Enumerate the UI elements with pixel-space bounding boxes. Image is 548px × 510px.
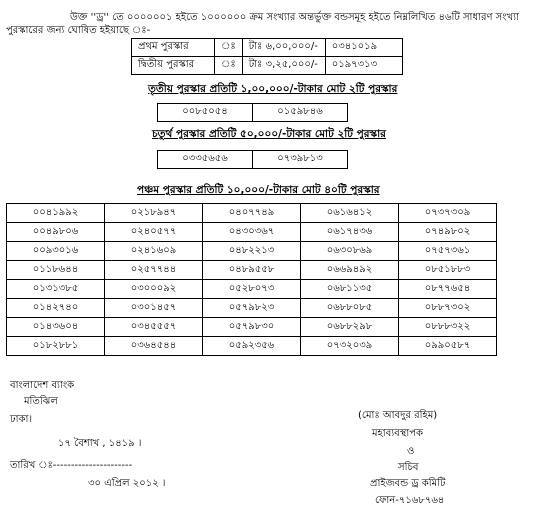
bank-name: বাংলাদেশ ব্যাংক [10,380,75,391]
table-row [7,318,497,337]
bond-number: ০২১৮৯৪৭ [105,204,203,223]
fourth-prize-heading: চতুর্থ পুরস্কার প্রতিটি ৫০,০০০/-টাকার মোট ২টি পুরস্কার [152,128,386,140]
prize-label: দ্বিতীয় পুরস্কার [132,57,215,75]
bond-number: ০১৪৩৬০৪ [7,318,105,337]
bond-number: ০২৫৭৭৪৪ [105,261,203,280]
table-row [158,104,348,122]
prize-number: ০৩৪১০১৯ [325,39,402,57]
bond-number: ০৮৭৭৬৫৪ [399,280,497,299]
top-prizes-table [131,38,403,75]
bond-number: ০০৯৩০১৬ [7,242,105,261]
table-row [7,223,497,242]
bond-number: ০৮৫১৮৮৩ [399,261,497,280]
signatory-name: (মোঃ আবদুর রহিম) [358,410,438,421]
table-row [7,204,497,223]
bond-number: ০৮৮৭৩০২ [399,299,497,318]
table-row [158,151,348,169]
fourth-prize-table [157,150,348,169]
fifth-prize-heading: পঞ্চম পুরস্কার প্রতিটি ১০,০০০/-টাকার মোট ৪০টি পুরস্কার [137,184,380,196]
bond-number: ০৫৭৯৮৩০ [203,318,301,337]
table-row [132,39,403,57]
bond-number: ০৪৩০৩৬৭ [203,223,301,242]
table-row [7,242,497,261]
signatory-phone: ফোন-৭১৬৮৭৬৪ [375,495,445,506]
bond-number: ০৬৩০৮৬৯ [301,242,399,261]
signatory-role: সচিব [398,462,419,473]
prize-label: প্রথম পুরস্কার [132,39,215,57]
bond-number: ০৭৩২০৩৯ [301,337,399,356]
bond-number: ০৬১৭৪৩৬ [301,223,399,242]
bond-number: ০৯৯০৫৮৭ [399,337,497,356]
bond-number: ০৪০৭৭৪৯ [203,204,301,223]
bond-number: ০৪৮৯৫৫৮ [203,261,301,280]
prize-amount: টাঃ ৬,০০,০০০/- [242,39,325,57]
bond-number: ০৪৮২২১৩ [203,242,301,261]
fifth-prize-table [6,203,497,356]
bond-number: ০৩৩৫৬৫৬ [158,151,253,169]
intro-line-1: উক্ত ''ড্র'' তে ০০০০০০১ হইতে ১০০০০০০ ক্রম সংখ্যার অন্তর্ভুক্ত বন্ডসমূহ হইতে নিম্নলিখিত ৪৬টি সাধারণ সংখ্যা [70,12,519,23]
bond-number: ০৭৩৭৩০৯ [399,204,497,223]
prize-separator: ঃ [215,57,243,75]
bond-number: ০০৪৯৮০৬ [7,223,105,242]
date-english: ৩০ এপ্রিল ২০১২ । [88,478,166,489]
bond-number: ০২৪১৬০৯ [105,242,203,261]
bond-number: ০১৫৯৮৪৬ [253,104,348,122]
bond-number: ০৭৫৭৩৬১ [399,242,497,261]
date-label: তারিখ ঃ---------------------- [10,460,133,471]
bond-number: ০১১৮৬৪৪ [7,261,105,280]
bond-number: ০১৪২৭৪০ [7,299,105,318]
bond-number: ০৮৮৮৩২২ [399,318,497,337]
bond-number: ০১৮২৮৮১ [7,337,105,356]
date-bengali: ১৭ বৈশাখ , ১৪১৯ । [58,438,142,449]
bond-number: ০২৪০৫৭৭ [105,223,203,242]
bond-number: ০৬৬৯৪৯২ [301,261,399,280]
bond-number: ০০৪১৯৯২ [7,204,105,223]
signatory-title: মহাব্যবস্থাপক [372,428,424,439]
bank-area: মতিঝিল [24,396,58,407]
bond-number: ০৩০১৪৫৭ [105,299,203,318]
bond-number: ০৩৬৪৫৪৪ [105,337,203,356]
bond-number: ০১৩১৩৮৫ [7,280,105,299]
bank-city: ঢাকা। [10,414,33,425]
bond-number: ০৬৮১১৩৫ [301,280,399,299]
bond-number: ০৩০০০৯২ [105,280,203,299]
table-row [7,337,497,356]
bond-number: ০০৮৫০৫৪ [158,104,253,122]
bond-number: ০৫৭৯৮২৩ [203,299,301,318]
table-row [7,299,497,318]
bond-number: ০৩৪৫৫৫৭ [105,318,203,337]
prize-number: ০১৯৭৩১৩ [325,57,402,75]
signatory-committee: প্রাইজবন্ড ড্র কমিটি [370,478,446,489]
prize-amount: টাঃ ৩,২৫,০০০/- [242,57,325,75]
bond-number: ০৬৮৮২৯৮ [301,318,399,337]
bond-number: ০৬৮৮০৮৫ [301,299,399,318]
intro-line-2: পুরস্কারের জন্য ঘোষিত হইয়াছে ঃ- [6,25,151,36]
bond-number: ০৬১৬৪১২ [301,204,399,223]
bond-number: ০৫২৮০৭৩ [203,280,301,299]
bond-number: ০৫৯২৩৫৬ [203,337,301,356]
third-prize-heading: তৃতীয় পুরস্কার প্রতিটি ১,০০,০০০/-টাকার মোট ২টি পুরস্কার [148,83,398,95]
table-row [132,57,403,75]
third-prize-table [157,103,348,122]
table-row [7,261,497,280]
bond-number: ০৭৪৯৮০২ [399,223,497,242]
prize-separator: ঃ [215,39,243,57]
table-row [7,280,497,299]
bond-number: ০৭৩৯৮১৩ [253,151,348,169]
signatory-and: ও [407,446,415,457]
